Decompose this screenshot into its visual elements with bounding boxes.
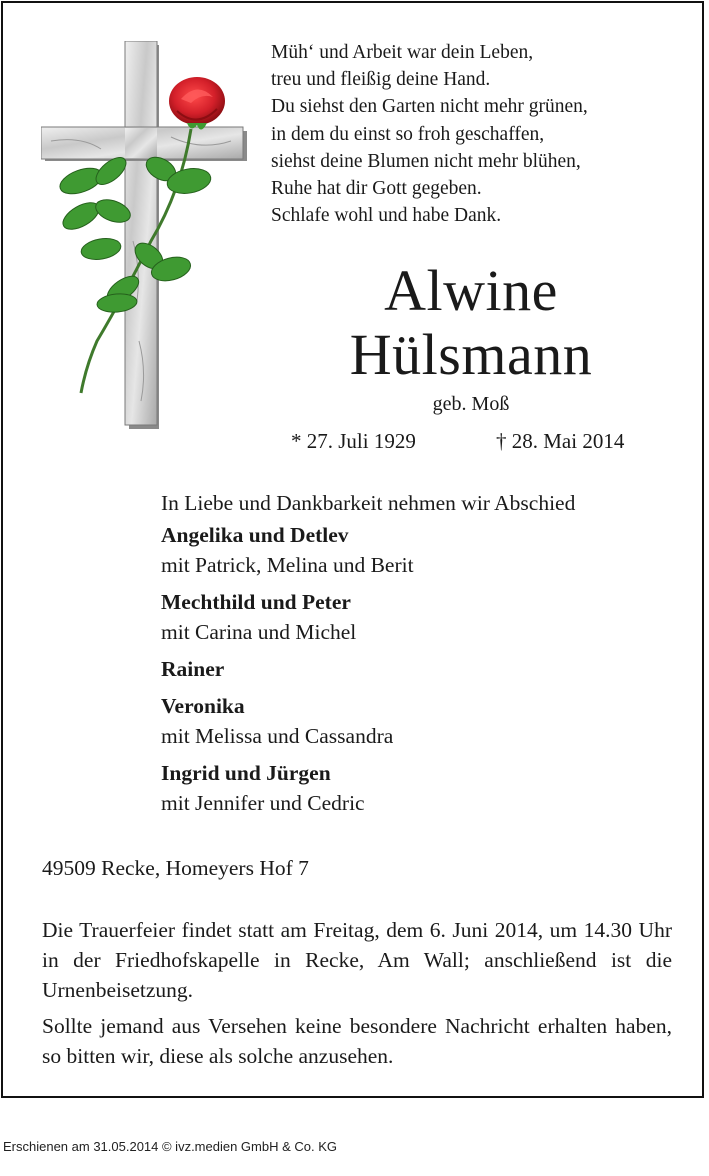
family-list	[161, 489, 575, 826]
poem-line: Du siehst den Garten nicht mehr grünen,	[271, 96, 588, 118]
death-date: † 28. Mai 2014	[496, 429, 625, 453]
family-names: Rainer	[161, 657, 225, 681]
poem-line: Ruhe hat dir Gott gegeben.	[271, 178, 482, 200]
poem-line: Schlafe wohl und habe Dank.	[271, 205, 502, 227]
deceased-last-name: Hülsmann	[349, 322, 593, 387]
family-group	[161, 588, 575, 647]
poem	[271, 39, 588, 229]
poem-line: in dem du einst so froh geschaffen,	[271, 123, 545, 145]
family-names: Angelika und Detlev	[161, 523, 349, 547]
birth-name: geb. Moß	[432, 393, 510, 415]
family-children: mit Patrick, Melina und Berit	[161, 553, 414, 577]
service-details: Die Trauerfeier findet statt am Freitag, dem 6. Juni 2014, um 14.30 Uhr in der Friedhofskapelle in Recke, Am Wall; anschließend ist die Urnenbeisetzung.	[42, 918, 672, 1002]
publication-footer: Erschienen am 31.05.2014 © ivz.medien GmbH & Co. KG	[3, 1139, 338, 1154]
family-names: Ingrid und Jürgen	[161, 761, 331, 785]
family-group	[161, 759, 575, 818]
poem-line: treu und fleißig deine Hand.	[271, 69, 491, 91]
family-children: mit Jennifer und Cedric	[161, 791, 365, 815]
family-children: mit Carina und Michel	[161, 620, 357, 644]
family-group	[161, 655, 575, 684]
service-info	[42, 915, 672, 1077]
deceased-first-name: Alwine	[384, 258, 558, 323]
poem-line: Müh‘ und Arbeit war dein Leben,	[271, 42, 534, 63]
cross-with-rose-icon	[41, 41, 251, 433]
family-intro: In Liebe und Dankbarkeit nehmen wir Abschied	[161, 491, 576, 515]
poem-line: siehst deine Blumen nicht mehr blühen,	[271, 150, 581, 172]
family-names: Mechthild und Peter	[161, 590, 351, 614]
birth-date: * 27. Juli 1929	[291, 429, 416, 453]
notification-note: Sollte jemand aus Versehen keine besondere Nachricht erhalten haben, so bitten wir, diese als solche anzusehen.	[42, 1014, 672, 1068]
family-address: 49509 Recke, Homeyers Hof 7	[42, 856, 309, 880]
family-group	[161, 692, 575, 751]
family-group	[161, 521, 575, 580]
notice-frame	[1, 1, 704, 1098]
family-names: Veronika	[161, 694, 245, 718]
life-dates	[291, 429, 625, 454]
family-children: mit Melissa und Cassandra	[161, 724, 394, 748]
